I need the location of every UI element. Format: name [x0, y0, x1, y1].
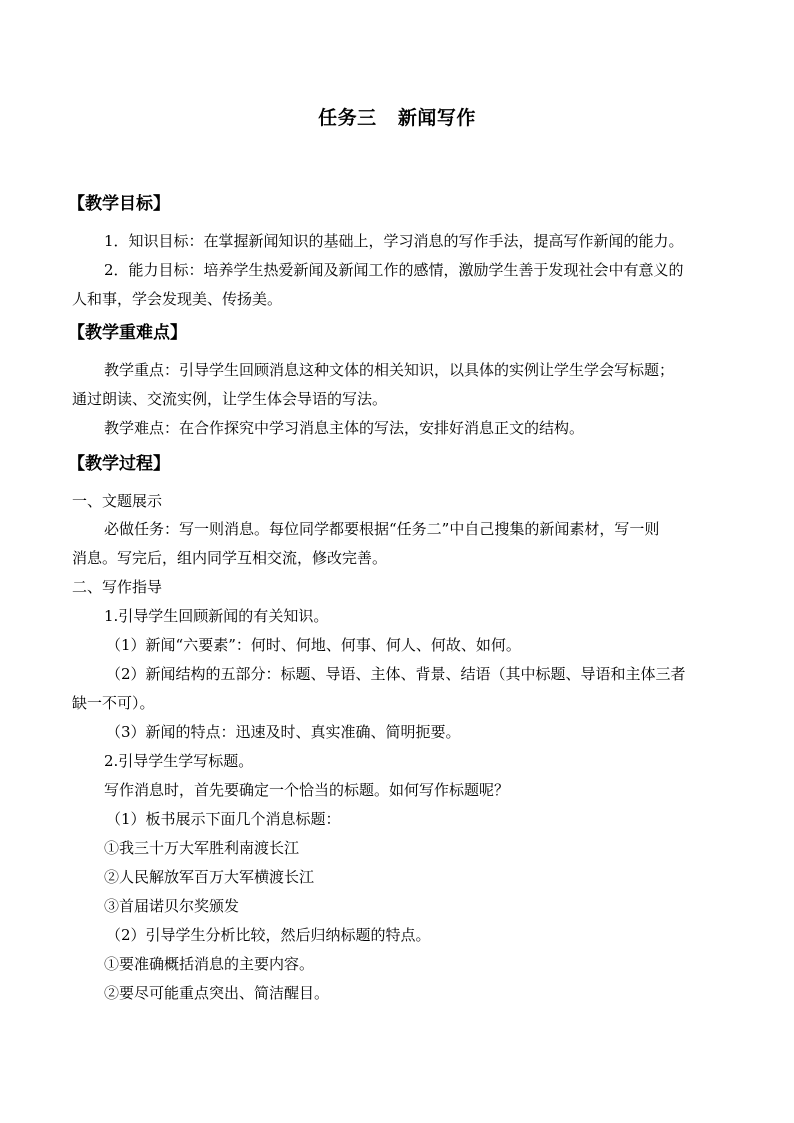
paragraph-line: （2）新闻结构的五部分：标题、导语、主体、背景、结语（其中标题、导语和主体三者 — [106, 665, 686, 683]
paragraph-line: 人和事，学会发现美、传扬美。 — [72, 290, 283, 308]
paragraph-line: ①要准确概括消息的主要内容。 — [104, 955, 315, 973]
paragraph-line: ②人民解放军百万大军横渡长江 — [104, 868, 315, 886]
paragraph-line: （2）引导学生分析比较，然后归纳标题的特点。 — [106, 926, 431, 944]
section-heading-process: 【教学过程】 — [68, 454, 170, 474]
paragraph-line: 2．能力目标：培养学生热爱新闻及新闻工作的感情，激励学生善于发现社会中有意义的 — [104, 261, 684, 279]
paragraph-line: （1）新闻“六要素”：何时、何地、何事、何人、何故、如何。 — [106, 636, 521, 654]
paragraph-line: 教学重点：引导学生回顾消息这种文体的相关知识，以具体的实例让学生学会写标题； — [104, 361, 675, 379]
paragraph-line: （3）新闻的特点：迅速及时、真实准确、简明扼要。 — [106, 723, 461, 741]
paragraph-line: 2.引导学生学写标题。 — [104, 752, 254, 770]
paragraph-line: ③首届诺贝尔奖颁发 — [104, 897, 240, 915]
page-title: 任务三 新闻写作 — [318, 107, 476, 129]
paragraph-line: 必做任务：写一则消息。每位同学都要根据“任务二”中自己搜集的新闻素材，写一则 — [104, 520, 660, 538]
section-heading-goals: 【教学目标】 — [68, 194, 170, 214]
paragraph-line: 写作消息时，首先要确定一个恰当的标题。如何写作标题呢？ — [104, 781, 510, 799]
paragraph-line: 缺一不可）。 — [72, 694, 155, 712]
paragraph-line: ①我三十万大军胜利南渡长江 — [104, 839, 300, 857]
paragraph-line: 1．知识目标：在掌握新闻知识的基础上，学习消息的写作手法，提高写作新闻的能力。 — [104, 232, 684, 250]
paragraph-line: 教学难点：在合作探究中学习消息主体的写法，安排好消息正文的结构。 — [104, 419, 585, 437]
section-heading-focus: 【教学重难点】 — [68, 323, 187, 343]
paragraph-line: 1.引导学生回顾新闻的有关知识。 — [104, 607, 329, 625]
paragraph-line: 二、写作指导 — [72, 578, 163, 596]
paragraph-line: ②要尽可能重点突出、简洁醒目。 — [104, 984, 330, 1002]
paragraph-line: 一、文题展示 — [72, 492, 163, 510]
paragraph-line: 通过朗读、交流实例，让学生体会导语的写法。 — [72, 390, 388, 408]
paragraph-line: （1）板书展示下面几个消息标题： — [106, 810, 341, 828]
paragraph-line: 消息。写完后，组内同学互相交流，修改完善。 — [72, 549, 388, 567]
